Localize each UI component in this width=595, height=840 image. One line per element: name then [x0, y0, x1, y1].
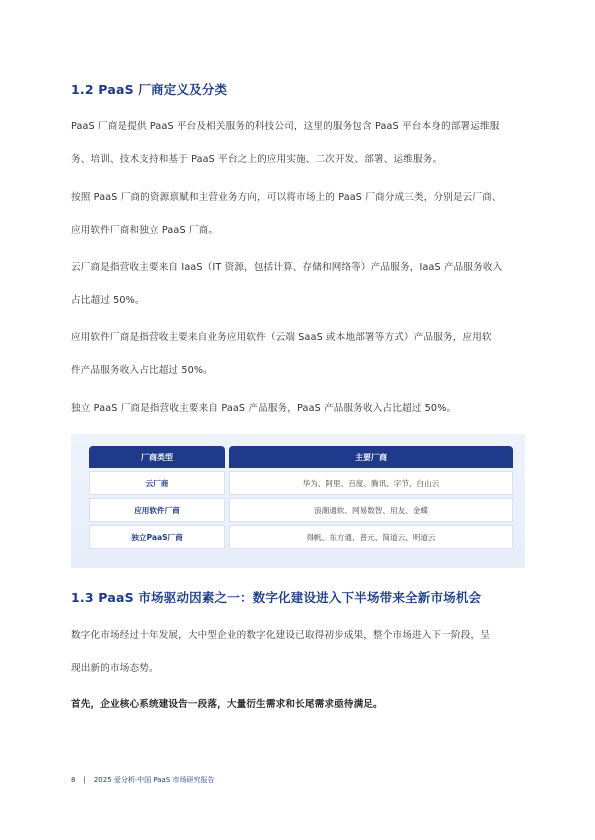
table-cell-vendor-type: 独立PaaS厂商 [89, 525, 225, 549]
table-header-row [89, 446, 513, 468]
text-line: 应用软件厂商是指营收主要来自业务应用软件（云端 SaaS 或本地部署等方式）产品服务，应用软 [71, 332, 492, 343]
text-line: 首先，企业核心系统建设告一段落，大量衍生需求和长尾需求亟待满足。 [71, 699, 383, 710]
text-line: 件产品服务收入占比超过 50%。 [71, 365, 213, 376]
page-number: 8 [71, 776, 76, 784]
vendor-table-panel [71, 434, 525, 568]
text-line: 云厂商是指营收主要来自 IaaS（IT 资源，包括计算、存储和网络等）产品服务，IaaS 产品服务收入 [71, 262, 503, 273]
section-heading-1-2: 1.2 PaaS 厂商定义及分类 [71, 82, 228, 97]
text-line: 数字化市场经过十年发展，大中型企业的数字化建设已取得初步成果，整个市场进入下一阶段，呈 [71, 630, 490, 641]
section-heading-1-3: 1.3 PaaS 市场驱动因素之一：数字化建设进入下半场带来全新市场机会 [71, 590, 482, 605]
paragraph-core-systems [71, 688, 527, 721]
table-row [89, 525, 513, 549]
text-line: 现出新的市场态势。 [71, 663, 159, 674]
table-row [89, 498, 513, 522]
paragraph-digital-market [71, 619, 527, 685]
text-line: 按照 PaaS 厂商的资源禀赋和主营业务方向，可以将市场上的 PaaS 厂商分成三类，分别是云厂商、 [71, 192, 502, 203]
text-line: 占比超过 50%。 [71, 295, 145, 306]
paragraph-independent-paas-vendor [71, 392, 527, 425]
table-header-main-vendors: 主要厂商 [229, 446, 513, 468]
paragraph-paas-definition [71, 110, 527, 176]
table-cell-vendors: 浪潮通软、网易数智、用友、金蝶 [229, 498, 513, 522]
table-header-vendor-type: 厂商类型 [89, 446, 225, 468]
text-line: PaaS 厂商是提供 PaaS 平台及相关服务的科技公司，这里的服务包含 PaaS 平台本身的部署运维服 [71, 121, 500, 132]
table-cell-vendor-type: 云厂商 [89, 471, 225, 495]
text-line: 务、培训、技术支持和基于 PaaS 平台之上的应用实施、二次开发、部署、运维服务。 [71, 154, 443, 165]
paragraph-paas-classification [71, 181, 527, 247]
report-title: 2025 爱分析·中国 PaaS 市场研究报告 [93, 776, 215, 784]
vendor-table [89, 446, 513, 549]
table-row [89, 471, 513, 495]
paragraph-app-software-vendor [71, 321, 527, 387]
footer-separator: | [83, 776, 86, 784]
table-cell-vendors: 得帆、东方通、普元、简道云、明道云 [229, 525, 513, 549]
text-line: 应用软件厂商和独立 PaaS 厂商。 [71, 225, 219, 236]
text-line: 独立 PaaS 厂商是指营收主要来自 PaaS 产品服务，PaaS 产品服务收入占比超过 50%。 [71, 403, 457, 414]
table-cell-vendor-type: 应用软件厂商 [89, 498, 225, 522]
paragraph-cloud-vendor [71, 251, 527, 317]
page-footer [71, 775, 214, 785]
table-cell-vendors: 华为、阿里、百度、腾讯、字节、白山云 [229, 471, 513, 495]
